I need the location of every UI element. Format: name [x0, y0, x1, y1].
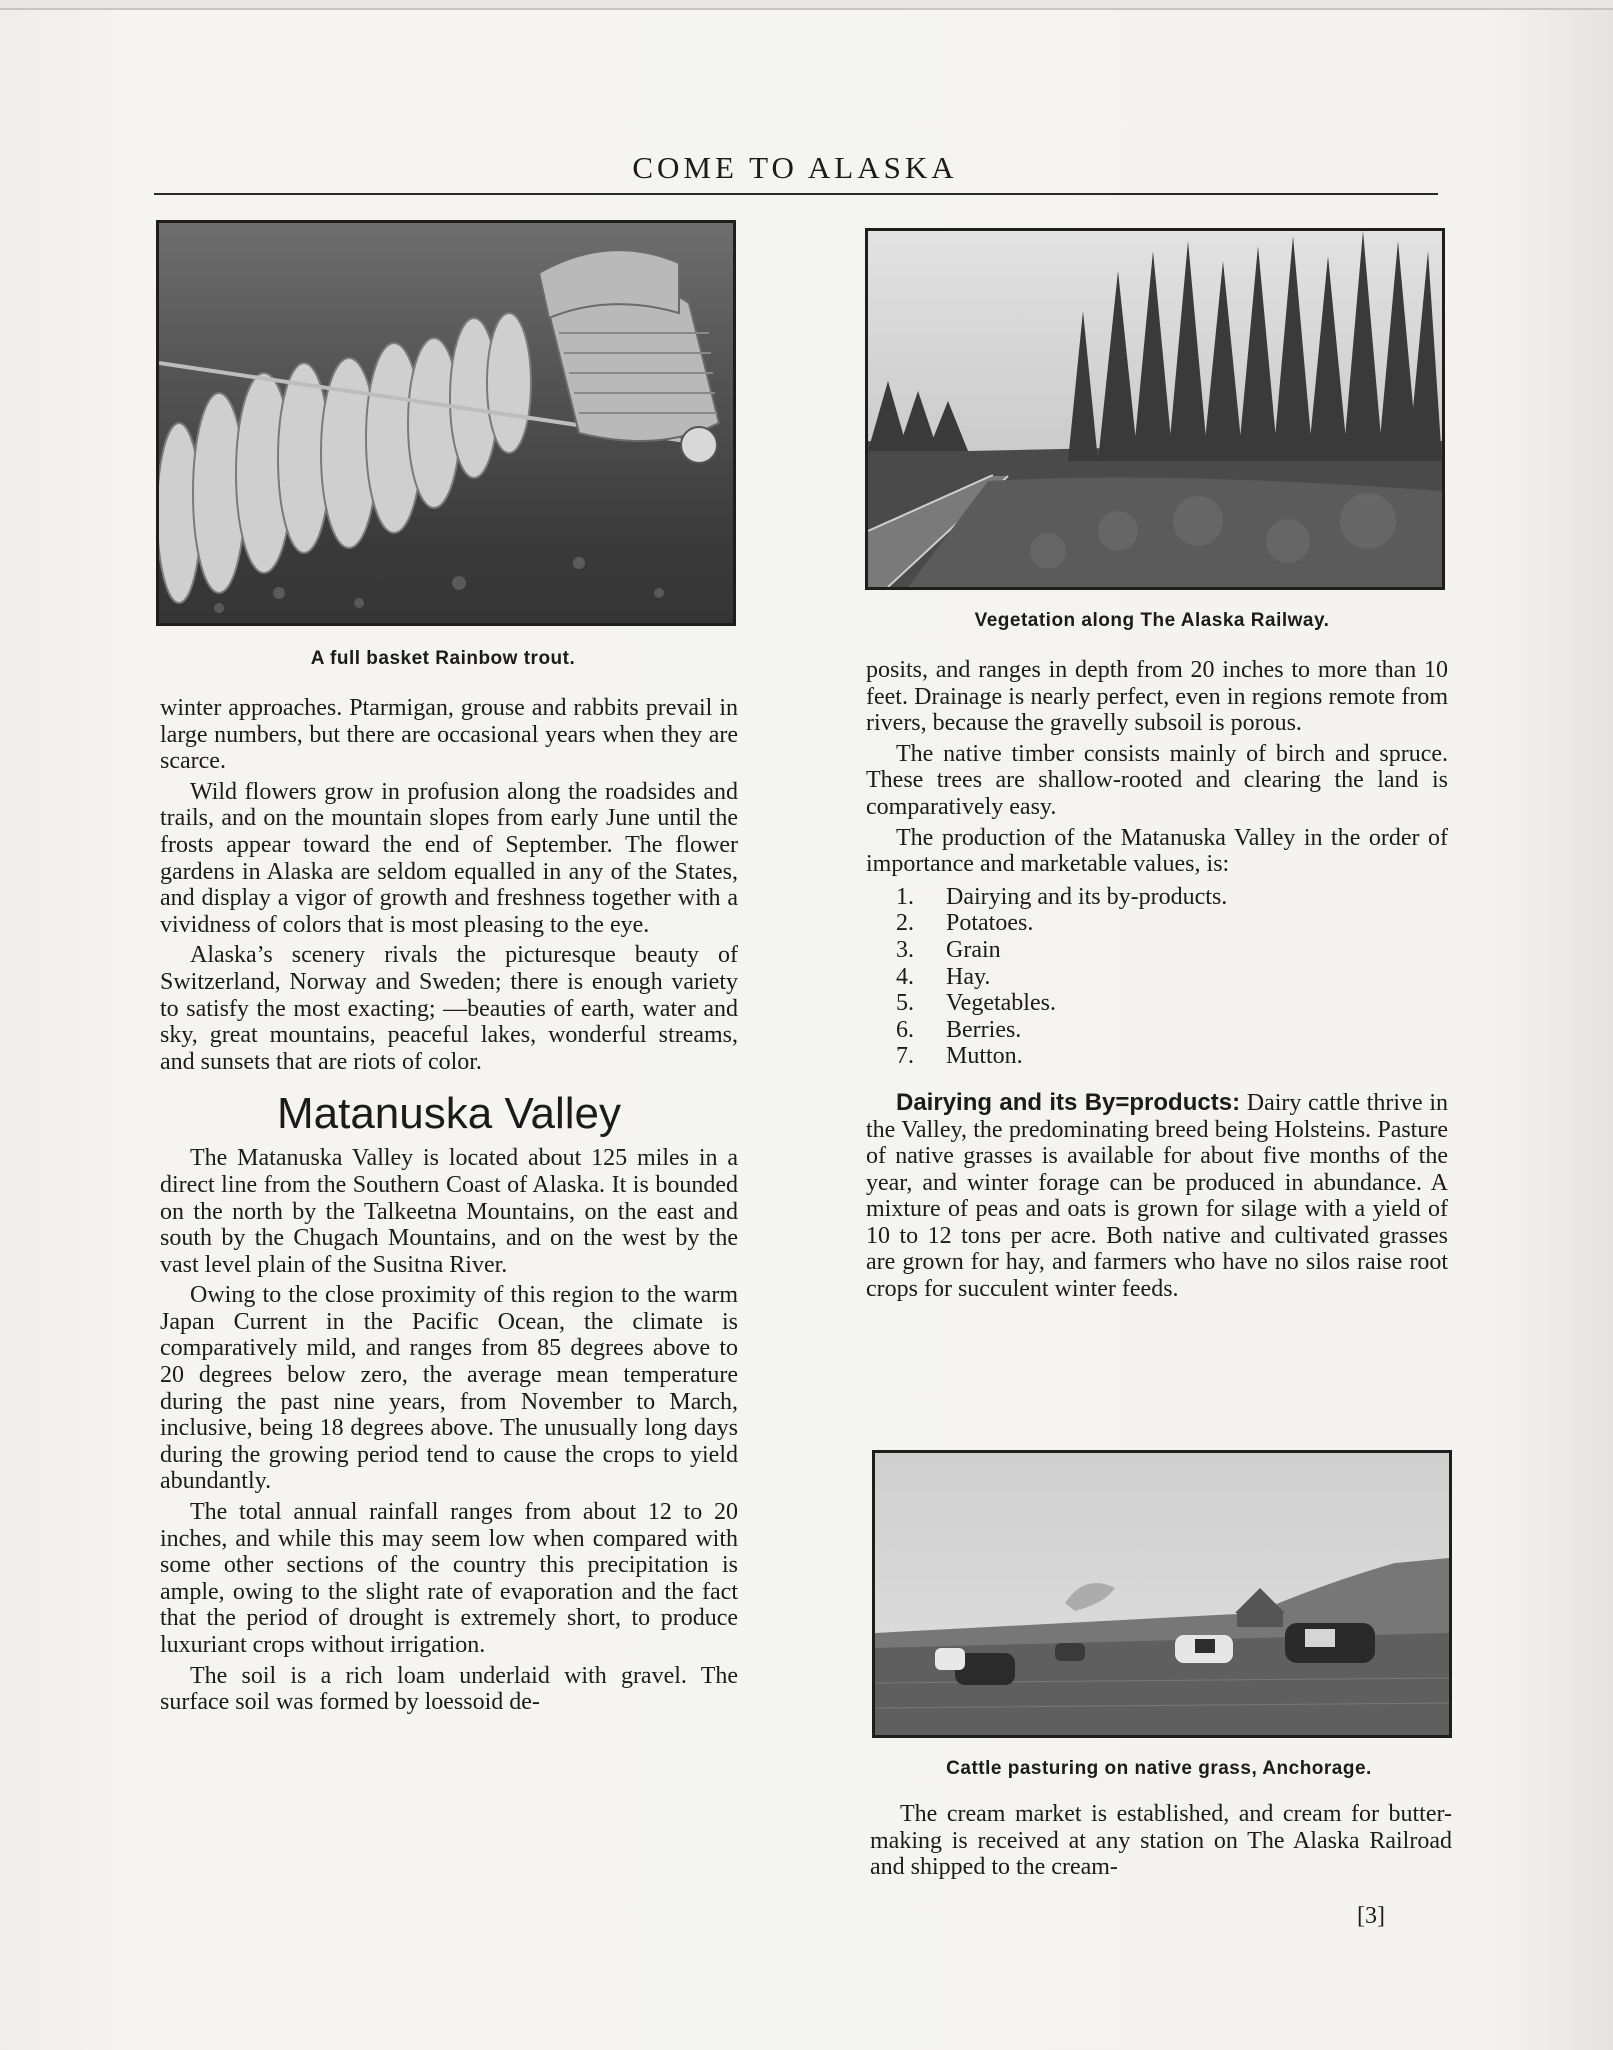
right-paragraph-2: The native timber consists mainly of birch and spruce. These trees are shallow-rooted and clearing the land is comparatively easy.	[866, 740, 1448, 820]
left-paragraph-1: winter approaches. Ptarmigan, grouse and rabbits prevail in large numbers, but there are occasional years when they are scarce.	[160, 695, 738, 775]
left-paragraph-6: The total annual rainfall ranges from about 12 to 20 inches, and while this may seem low when compared with some other sections of the country this precipitation is ample, owing to the slight rate of evaporation and the fact that the period of drought is extremely short, to produce luxuriant crops without irrigation.	[160, 1499, 738, 1658]
left-paragraph-4: The Matanuska Valley is located about 125 miles in a direct line from the Southern Coast of Alaska. It is bounded on the north by the Talkeetna Mountains, on the east and south by the Chugach Mountains, and on the west by the vast level plain of the Susitna River.	[160, 1145, 738, 1278]
right-paragraph-3: The production of the Matanuska Valley in the order of importance and marketable values, is:	[866, 824, 1448, 878]
dairy-text: Dairy cattle thrive in the Valley, the predominating breed being Holsteins. Pasture of native grasses is available for about five months of the year, and winter forage can be produced in abundance. A mixture of peas and oats is grown for silage with a yield of 10 to 12 tons per acre. Both native and cultivated grasses are grown for hay, and farmers who have no silos raise root crops for succulent winter feeds.	[866, 1089, 1448, 1303]
dairy-paragraph	[866, 1090, 1448, 1303]
cattle-caption: Cattle pasturing on native grass, Anchorage.	[946, 1758, 1372, 1779]
section-title: Matanuska Valley	[276, 1089, 622, 1139]
right-column-upper	[866, 657, 1448, 1307]
running-header: COME TO ALASKA	[632, 150, 958, 185]
list-item: 3. Grain	[896, 936, 1001, 963]
trout-photo	[156, 220, 736, 626]
page	[0, 8, 1613, 2050]
list-item: 5. Vegetables.	[896, 990, 1056, 1017]
right-column-lower	[870, 1801, 1452, 1885]
left-paragraph-3: Alaska’s scenery rivals the picturesque beauty of Switzerland, Norway and Sweden; there is enough variety to satisfy the most exacting; —beauties of earth, water and sky, great mountains, peaceful lakes, wonderful streams, and sunsets that are riots of color.	[160, 942, 738, 1075]
left-column	[160, 695, 738, 1720]
list-item: 7. Mutton.	[896, 1043, 1023, 1070]
list-item: 4. Hay.	[896, 963, 991, 990]
left-paragraph-5: Owing to the close proximity of this region to the warm Japan Current in the Pacific Ocean, the climate is comparatively mild, and ranges from 85 degrees above to 20 degrees below zero, the average mean temperature during the past nine years, from November to March, inclusive, being 18 degrees above. The unusually long days during the growing period tend to cause the crops to yield abundantly.	[160, 1282, 738, 1495]
header-rule	[154, 193, 1438, 195]
list-item: 1. Dairying and its by-products.	[896, 883, 1228, 910]
production-list	[866, 884, 1448, 1070]
railway-caption: Vegetation along The Alaska Railway.	[974, 610, 1330, 631]
cream-paragraph: The cream market is established, and cream for butter-making is received at any station on The Alaska Railroad and shipped to the cream-	[870, 1801, 1452, 1881]
page-number: [3]	[1357, 1903, 1385, 1929]
cattle-photo	[872, 1450, 1452, 1738]
left-paragraph-7: The soil is a rich loam underlaid with gravel. The surface soil was formed by loessoid de-	[160, 1662, 738, 1716]
trout-caption: A full basket Rainbow trout.	[310, 648, 576, 669]
list-item: 2. Potatoes.	[896, 910, 1034, 937]
dairy-heading: Dairying and its By=products:	[896, 1088, 1241, 1116]
railway-photo	[865, 228, 1445, 590]
right-paragraph-1: posits, and ranges in depth from 20 inches to more than 10 feet. Drainage is nearly perfect, even in regions remote from rivers, because the gravelly subsoil is porous.	[866, 657, 1448, 737]
left-paragraph-2: Wild flowers grow in profusion along the roadsides and trails, and on the mountain slopes from early June until the frosts appear toward the end of September. The flower gardens in Alaska are seldom equalled in any of the States, and display a vigor of growth and freshness together with a vividness of colors that is most pleasing to the eye.	[160, 778, 738, 938]
list-item: 6. Berries.	[896, 1016, 1022, 1043]
